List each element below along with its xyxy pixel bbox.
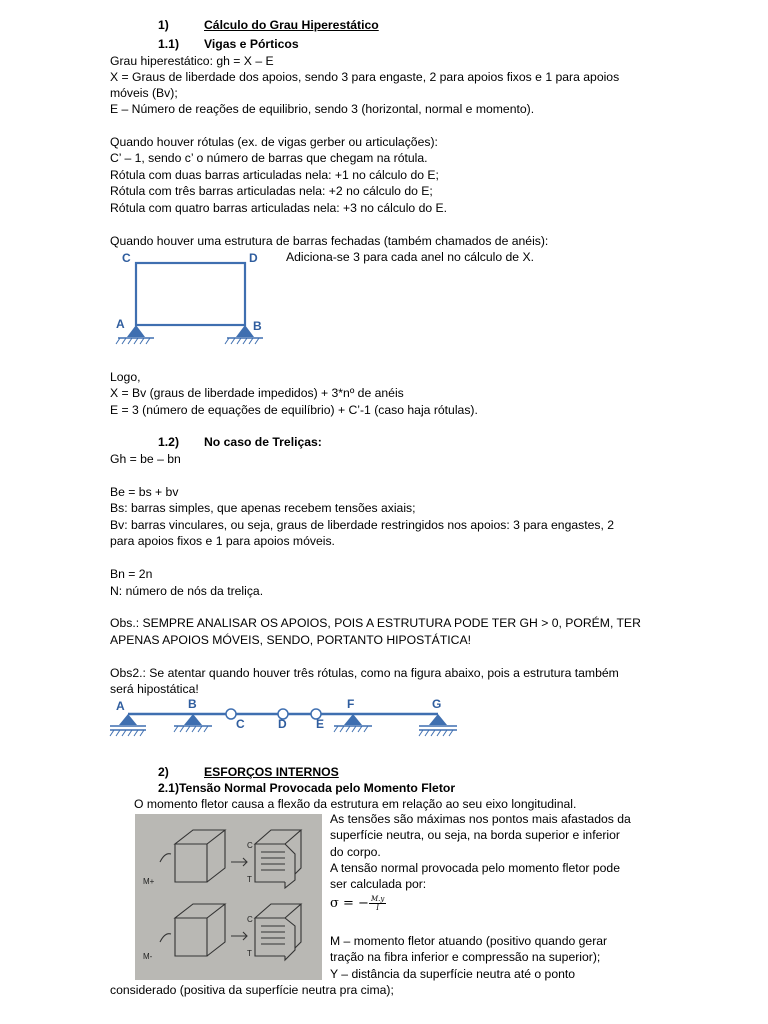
truss-bv-2: para apoios fixos e 1 para apoios móveis. <box>110 534 335 548</box>
e-summary: E = 3 (número de equações de equilíbrio) + C’-1 (caso haja rótulas). <box>110 403 478 417</box>
hinge-c-icon <box>226 709 236 719</box>
m-definition-1: M – momento fletor atuando (positivo quando gerar <box>330 934 608 948</box>
ground-hatch <box>116 338 259 344</box>
obs-line-1: Obs.: SEMPRE ANALISAR OS APOIOS, POIS A ESTRUTURA PODE TER GH > 0, PORÉM, TER <box>110 616 641 630</box>
hinge-three-bars: Rótula com três barras articuladas nela: +2 no cálculo do E; <box>110 184 433 198</box>
support-b-icon <box>184 714 202 725</box>
section-2-intro: O momento fletor causa a flexão da estrutura em relação ao seu eixo longitudinal. <box>134 797 577 811</box>
beam-label-a: A <box>116 699 125 713</box>
photo-label-c1: C <box>247 841 253 850</box>
y-definition-1: Y – distância da superfície neutra até o ponto <box>330 967 576 981</box>
section-2-number: 2) <box>158 765 169 779</box>
subsection-1-1-number: 1.1) <box>158 37 180 51</box>
y-definition-2: considerado (positiva da superfície neutra pra cima); <box>110 983 394 997</box>
support-g-icon <box>429 714 447 725</box>
photo-label-m-plus: M+ <box>143 877 155 886</box>
beam-label-c: C <box>236 717 245 731</box>
subsection-1-1-heading <box>158 37 299 52</box>
beam-label-e: E <box>316 717 325 731</box>
stress-max-1: As tensões são máximas nos pontos mais afastados da <box>330 812 631 826</box>
subsection-1-2-number: 1.2) <box>158 435 180 449</box>
formula-denominator: I <box>376 904 379 912</box>
section-1-number: 1) <box>158 18 169 32</box>
m-definition-2: tração na fibra inferior e compressão na superior); <box>330 950 601 964</box>
logo-line: Logo, <box>110 370 141 384</box>
x-summary: X = Bv (graus de liberdade impedidos) + 3*nº de anéis <box>110 386 404 400</box>
section-1-heading <box>158 18 379 33</box>
photo-label-t2: T <box>247 949 252 958</box>
gerber-beam-diagram <box>108 694 458 746</box>
formula-numerator: M.y <box>370 895 385 903</box>
photo-label-m-minus: M- <box>143 952 153 961</box>
formula-fraction <box>369 895 386 912</box>
section-2-heading <box>158 765 339 780</box>
hinge-rule: C’ – 1, sendo c’ o número de barras que chegam na rótula. <box>110 151 428 165</box>
obs2-line-2: será hipostática! <box>110 682 199 696</box>
bending-stress-formula <box>330 895 386 912</box>
truss-bv-1: Bv: barras vinculares, ou seja, graus de liberdade restringidos nos apoios: 3 para engastes, 2 <box>110 518 615 532</box>
x-definition-1: X = Graus de liberdade dos apoios, sendo 3 para engaste, 2 para apoios fixos e 1 para apoios <box>110 70 620 84</box>
support-f-icon <box>344 714 362 725</box>
beam-label-g: G <box>432 697 442 711</box>
e-definition: E – Número de reações de equilibrio, sendo 3 (horizontal, normal e momento). <box>110 102 535 116</box>
frame-ring <box>136 263 245 325</box>
truss-bs: Bs: barras simples, que apenas recebem tensões axiais; <box>110 501 416 515</box>
label-c: C <box>122 251 131 265</box>
label-d: D <box>249 251 258 265</box>
section-1-title: Cálculo do Grau Hiperestático <box>204 18 379 32</box>
beam-label-d: D <box>278 717 287 731</box>
bending-illustration <box>135 814 322 980</box>
subsection-1-2-heading <box>158 435 322 450</box>
truss-bn: Bn = 2n <box>110 567 153 581</box>
section-2-title: ESFORÇOS INTERNOS <box>204 765 339 779</box>
subsection-1-1-title: Vigas e Pórticos <box>204 37 299 51</box>
truss-be: Be = bs + bv <box>110 485 179 499</box>
bending-photo <box>135 814 322 980</box>
subsection-2-1-heading: 2.1)Tensão Normal Provocada pelo Momento Fletor <box>158 781 456 795</box>
photo-label-t1: T <box>247 875 252 884</box>
beam-label-b: B <box>188 697 197 711</box>
truss-gh: Gh = be – bn <box>110 452 181 466</box>
support-b-icon <box>236 325 254 337</box>
stress-calc-2: ser calculada por: <box>330 877 427 891</box>
stress-max-2: superfície neutra, ou seja, na borda superior e inferior <box>330 828 620 842</box>
closed-ring-intro: Quando houver uma estrutura de barras fechadas (também chamados de anéis): <box>110 234 549 248</box>
formula-lhs: σ = − <box>330 896 369 911</box>
ring-note: Adiciona-se 3 para cada anel no cálculo de X. <box>286 250 534 264</box>
closed-frame-diagram <box>108 246 278 350</box>
obs-line-2: APENAS APOIOS MÓVEIS, SENDO, PORTANTO HIPOSTÁTICA! <box>110 633 471 647</box>
label-a: A <box>116 317 125 331</box>
gh-definition: Grau hiperestático: gh = X – E <box>110 54 274 68</box>
subsection-1-2-title: No caso de Treliças: <box>204 435 322 449</box>
photo-label-c2: C <box>247 915 253 924</box>
x-definition-2: móveis (Bv); <box>110 86 178 100</box>
support-a-icon <box>119 714 137 725</box>
hinge-four-bars: Rótula com quatro barras articuladas nela: +3 no cálculo do E. <box>110 201 448 215</box>
beam-label-f: F <box>347 697 355 711</box>
hinge-two-bars: Rótula com duas barras articuladas nela: +1 no cálculo do E; <box>110 168 439 182</box>
label-b: B <box>253 319 262 333</box>
truss-n: N: número de nós da treliça. <box>110 584 264 598</box>
stress-max-3: do corpo. <box>330 845 381 859</box>
stress-calc-1: A tensão normal provocada pelo momento fletor pode <box>330 861 620 875</box>
obs2-line-1: Obs2.: Se atentar quando houver três rótulas, como na figura abaixo, pois a estrutura também <box>110 666 619 680</box>
hinge-intro: Quando houver rótulas (ex. de vigas gerber ou articulações): <box>110 135 438 149</box>
support-a-icon <box>127 325 145 337</box>
